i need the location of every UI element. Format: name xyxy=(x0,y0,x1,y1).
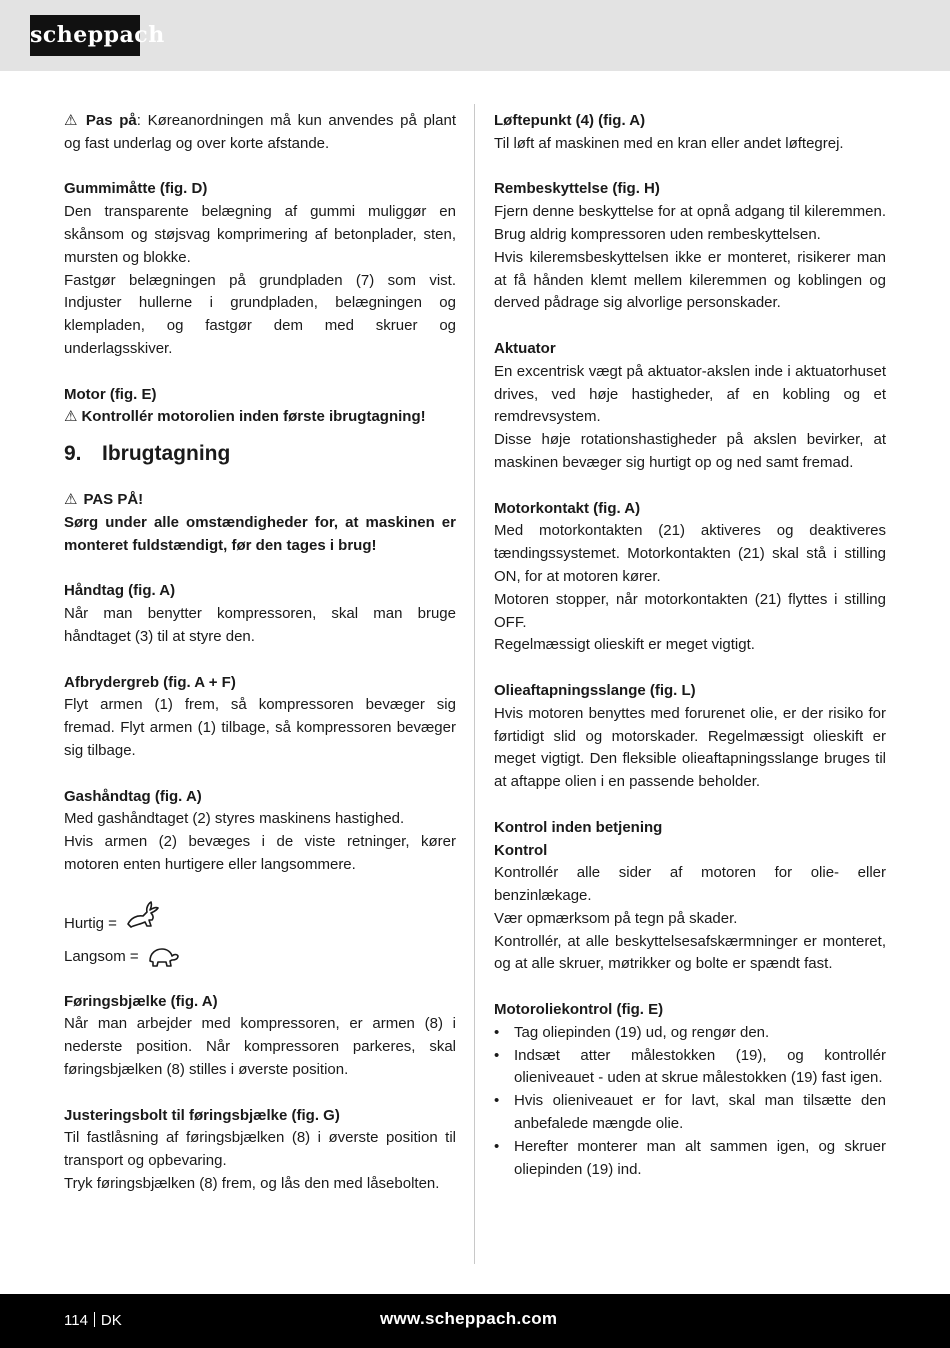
paragraph: En excentrisk vægt på aktuator-akslen inde i aktuatorhuset drives, ved høje hastigheder, af en kobling og et remdrevsystem. xyxy=(494,362,886,426)
section-heading: Aktuator xyxy=(494,339,556,357)
paragraph: Kontrollér alle sider af motoren for olie- eller benzinlækage. xyxy=(494,864,886,905)
engine-switch-section xyxy=(494,498,886,658)
section-heading: Gashåndtag (fig. A) xyxy=(64,787,202,805)
paragraph: Når man arbejder med kompressoren, er armen (8) i nederste position. Når kompressoren parkeres, skal føringsbjælken (8) stilles i øverste position. xyxy=(64,1015,456,1079)
paragraph: Motoren stopper, når motorkontakten (21) flyttes i stilling OFF. xyxy=(494,590,886,631)
switch-lever-section xyxy=(64,672,456,763)
turtle-icon xyxy=(147,945,179,969)
left-column xyxy=(64,110,456,1219)
section-subheading: Kontrol xyxy=(494,841,548,859)
column-divider xyxy=(474,104,475,1264)
paragraph: Regelmæssigt olieskift er meget vigtigt. xyxy=(494,636,755,654)
paragraph: Den transparente belægning af gummi muliggør en skånsom og støjsvag komprimering af betonplader, sten, mursten og blokke. xyxy=(64,203,456,266)
paragraph: Disse høje rotationshastigheder på akslen bevirker, at maskinen bevæger sig hurtigt op og ned samt fremad. xyxy=(494,431,886,471)
paragraph: Med motorkontakten (21) aktiveres og deaktiveres tændingssystemet. Motorkontakten (21) skal stå i stilling ON, for at motoren kører. xyxy=(494,522,886,585)
fast-symbol-row: Hurtig = xyxy=(64,900,456,923)
section-heading: Motoroliekontrol (fig. E) xyxy=(494,1001,664,1019)
motor-section: Motor (fig. E) ⚠ Kontrollér motorolien inden første ibrugtagning! xyxy=(64,384,456,430)
paragraph: Når man benytter kompressoren, skal man bruge håndtaget (3) til at styre den. xyxy=(64,605,456,645)
paragraph: Hvis kileremsbeskyttelsen ikke er monteret, risikerer man at få hånden klemt mellem kileremmen og koblingen og derved pådrage sig alvorlige personskader. xyxy=(494,248,886,312)
paragraph: Tryk føringsbjælken (8) frem, og lås den med låsebolten. xyxy=(64,1175,440,1193)
section-heading: Føringsbjælke (fig. A) xyxy=(64,992,218,1010)
list-item: • Herefter monterer man alt sammen igen, og skruer oliepinden (19) ind. xyxy=(494,1136,886,1182)
section-heading: Justeringsbolt til føringsbjælke (fig. G) xyxy=(64,1106,340,1124)
chapter-heading: 9. Ibrugtagning xyxy=(64,442,231,466)
paragraph: Vær opmærksom på tegn på skader. xyxy=(494,909,738,927)
throttle-section xyxy=(64,786,456,877)
guide-beam-section xyxy=(64,991,456,1082)
actuator-section xyxy=(494,338,886,475)
section-heading: Håndtag (fig. A) xyxy=(64,582,176,600)
paragraph: Til fastlåsning af føringsbjælken (8) i øverste position til transport og opbevaring. xyxy=(64,1129,456,1170)
belt-guard-section xyxy=(494,178,886,315)
pre-check-section xyxy=(494,817,886,977)
list-item: • Indsæt atter målestokken (19), og kontrollér olieniveauet - uden at skrue målestokken (19) fast igen. xyxy=(494,1045,886,1091)
paragraph: Hvis armen (2) bevæges i de viste retninger, kører motoren enten hurtigere eller langsommere. xyxy=(64,833,456,873)
list-item: • Tag oliepinden (19) ud, og rengør den. xyxy=(494,1022,886,1045)
rabbit-icon xyxy=(125,900,159,930)
slow-symbol-row: Langsom = xyxy=(64,945,456,968)
warning-icon: ⚠ xyxy=(64,408,78,426)
page-number: 114 DK xyxy=(64,1312,122,1329)
section-heading: Olieaftapningsslange (fig. L) xyxy=(494,681,696,699)
scheppach-logo: scheppach xyxy=(30,15,140,56)
section-heading: Gummimåtte (fig. D) xyxy=(64,180,208,198)
adjust-bolt-section xyxy=(64,1105,456,1196)
section-heading: Motorkontakt (fig. A) xyxy=(494,499,641,517)
oil-check-list xyxy=(494,1022,886,1182)
paragraph: Til løft af maskinen med en kran eller andet løftegrej. xyxy=(494,134,844,152)
rubber-mat-section xyxy=(64,178,456,360)
section-heading: Motor (fig. E) xyxy=(64,385,157,403)
page-header xyxy=(0,0,950,71)
warning-drive-section: ⚠ Pas på: Køreanordningen må kun anvendes på plant og fast underlag og over korte afstande. xyxy=(64,112,456,152)
page-footer xyxy=(0,1294,950,1348)
attention-section: ⚠ PAS PÅ! Sørg under alle omstændigheder for, at maskinen er monteret fuldstændigt, før den tages i brug! xyxy=(64,489,456,557)
paragraph: Fastgør belægningen på grundpladen (7) som vist. Indjuster hullerne i grundpladen, belægningen og klempladen, og fastgør dem med skruer og underlagsskiver. xyxy=(64,271,456,357)
section-heading: Kontrol inden betjening xyxy=(494,818,663,836)
paragraph: Sørg under alle omstændigheder for, at maskinen er monteret fuldstændigt, før den tages i brug! xyxy=(64,513,456,554)
section-heading: Rembeskyttelse (fig. H) xyxy=(494,180,660,198)
paragraph: Med gashåndtaget (2) styres maskinens hastighed. xyxy=(64,810,405,828)
warning-icon: ⚠ xyxy=(64,491,78,509)
lift-point-section xyxy=(494,110,886,156)
paragraph: Fjern denne beskyttelse for at opnå adgang til kileremmen. Brug aldrig kompressoren uden rembeskyttelsen. xyxy=(494,203,886,243)
list-item: • Hvis olieniveauet er for lavt, skal man tilsætte den anbefalede mængde olie. xyxy=(494,1090,886,1136)
website-url: www.scheppach.com xyxy=(380,1309,558,1328)
paragraph: Hvis motoren benyttes med forurenet olie, er der risiko for førtidigt slid og motorskader. Regelmæssigt olieskift er meget vigtigt. Den fleksible olieaftapningsslange bruges til at aftappe olien i en passende beholder. xyxy=(494,704,886,791)
paragraph: Flyt armen (1) frem, så kompressoren bevæger sig fremad. Flyt armen (1) tilbage, så kompressoren bevæger sig tilbage. xyxy=(64,696,456,759)
section-heading: Afbrydergreb (fig. A + F) xyxy=(64,673,236,691)
warning-icon: ⚠ xyxy=(64,112,80,129)
right-column xyxy=(494,110,886,1204)
section-heading: Løftepunkt (4) (fig. A) xyxy=(494,112,646,129)
paragraph: Kontrollér, at alle beskyttelsesafskærmninger er monteret, og at alle skruer, møtrikker og bolte er spændt fast. xyxy=(494,932,886,973)
oil-drain-section xyxy=(494,680,886,794)
handle-section xyxy=(64,580,456,648)
separator xyxy=(94,1312,95,1327)
oil-check-section xyxy=(494,999,886,1181)
